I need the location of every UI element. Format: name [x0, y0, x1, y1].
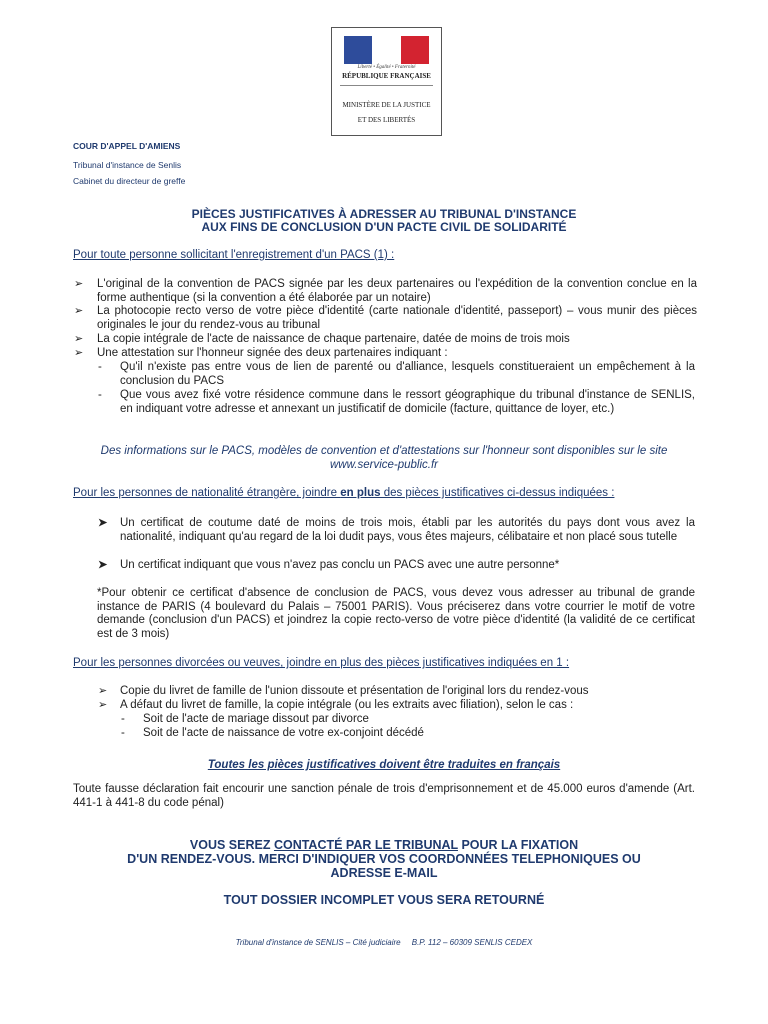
arrow-bullet-icon: ➤ — [98, 559, 108, 571]
list-item — [98, 517, 695, 544]
cabinet-name: Cabinet du directeur de greffe — [73, 176, 186, 186]
marianne-flag-icon — [344, 36, 429, 64]
translation-notice: Toutes les pièces justificatives doivent être traduites en français — [207, 759, 561, 771]
contact-post: POUR LA FIXATION — [457, 838, 579, 852]
bullet-text: L'original de la convention de PACS signée par les deux partenaires ou l'expédition de la convention conclue en la forme authentique (si la convention a été élaborée par un notaire) — [97, 278, 697, 304]
list-item — [98, 699, 695, 713]
list-item — [74, 347, 697, 361]
arrow-bullet-icon: ➢ — [74, 305, 84, 317]
list-item — [98, 559, 695, 573]
arrow-bullet-icon: ➤ — [98, 517, 108, 529]
section2-heading-pre: Pour les personnes de nationalité étrangère, joindre — [73, 487, 341, 499]
list-item — [121, 713, 695, 727]
tribunal-name: Tribunal d'instance de Senlis — [73, 160, 182, 170]
section2-heading-post: des pièces justificatives ci-dessus indiquées : — [380, 487, 615, 499]
translation-notice-wrap — [73, 755, 695, 773]
logo-ministry-line2: ET DES LIBERTÉS — [357, 116, 416, 124]
dash-bullet: - — [98, 389, 102, 401]
logo-motto: Liberté • Égalité • Fraternité — [357, 65, 416, 70]
list-item — [98, 389, 695, 416]
page-footer: Tribunal d'instance de SENLIS – Cité judiciaire B.P. 112 – 60309 SENLIS CEDEX — [235, 938, 533, 947]
dash-text: Que vous avez fixé votre résidence commune dans le ressort géographique du tribunal d'instance de SENLIS, en indiquant votre adresse et annexant un justificatif de domicile (facture, quittance de loyer, etc.) — [120, 389, 695, 415]
logo-divider — [340, 85, 433, 86]
section2-heading — [73, 487, 614, 499]
bullet-text: Un certificat indiquant que vous n'avez pas conclu un PACS avec une autre personne* — [120, 559, 560, 571]
dash-bullet: - — [121, 713, 125, 725]
dash-text: Soit de l'acte de mariage dissout par divorce — [143, 713, 369, 725]
ministry-logo — [331, 27, 442, 136]
court-name: COUR D'APPEL D'AMIENS — [73, 141, 181, 151]
info-note: Des informations sur le PACS, modèles de convention et d'attestations sur l'honneur sont disponibles sur le site www.service-public.fr — [100, 445, 668, 471]
contact-underlined: CONTACTÉ PAR LE TRIBUNAL — [273, 838, 458, 852]
arrow-bullet-icon: ➢ — [74, 333, 84, 345]
dash-bullet: - — [98, 361, 102, 373]
dash-text: Soit de l'acte de naissance de votre ex-conjoint décédé — [143, 727, 424, 739]
pacs-certificate-note: *Pour obtenir ce certificat d'absence de conclusion de PACS, vous devez vous adresser au tribunal de grande instance de PARIS (4 boulevard du Palais – 75001 PARIS). Vous préciserez dans votre courrier le motif de votre demande (conclusion d'un PACS) et joindrez la copie recto-verso de votre pièce d'identité (la validité de ce certificat est de 3 mois) — [97, 587, 695, 640]
contact-line2: D'UN RENDEZ-VOUS. MERCI D'INDIQUER VOS COORDONNÉES TELEPHONIQUES OU — [127, 852, 641, 866]
contact-line1 — [73, 838, 695, 852]
arrow-bullet-icon: ➢ — [98, 699, 108, 711]
bullet-text: Copie du livret de famille de l'union dissoute et présentation de l'original lors du rendez-vous — [120, 685, 589, 697]
list-item — [98, 685, 695, 699]
logo-republic: RÉPUBLIQUE FRANÇAISE — [342, 72, 431, 80]
bullet-text: La photocopie recto verso de votre pièce d'identité (carte nationale d'identité, passeport) – vous munir des pièces originales le jour du rendez-vous au tribunal — [97, 305, 697, 331]
contact-line3: ADRESSE E-MAIL — [330, 866, 438, 880]
dash-text: Qu'il n'existe pas entre vous de lien de parenté ou d'alliance, lesquels constitueraient un empêchement à la conclusion du PACS — [120, 361, 695, 387]
list-item — [121, 727, 695, 741]
arrow-bullet-icon: ➢ — [74, 347, 84, 359]
bullet-text: Un certificat de coutume daté de moins de trois mois, établi par les autorités du pays dont vous avez la nationalité, indiquant qu'au regard de la loi dudit pays, vous êtes majeurs, célibataire et non placé sous tutelle — [120, 517, 695, 543]
section2-heading-bold: en plus — [340, 487, 381, 499]
penalty-text: Toute fausse déclaration fait encourir une sanction pénale de trois d'emprisonnement et de 45.000 euros d'amende (Art. 441-1 à 441-8 du code pénal) — [73, 783, 695, 809]
list-item — [74, 333, 697, 347]
list-item — [74, 278, 697, 305]
arrow-bullet-icon: ➢ — [98, 685, 108, 697]
dash-bullet: - — [121, 727, 125, 739]
page-title-line1: PIÈCES JUSTIFICATIVES À ADRESSER AU TRIBUNAL D'INSTANCE — [191, 207, 577, 221]
section1-heading: Pour toute personne sollicitant l'enregistrement d'un PACS (1) : — [73, 249, 395, 261]
incomplete-warning: TOUT DOSSIER INCOMPLET VOUS SERA RETOURNÉ — [223, 893, 545, 907]
list-item — [74, 305, 697, 332]
bullet-text: Une attestation sur l'honneur signée des deux partenaires indiquant : — [97, 347, 448, 359]
page-title-line2: AUX FINS DE CONCLUSION D'UN PACTE CIVIL DE SOLIDARITÉ — [201, 220, 567, 234]
list-item — [98, 361, 695, 388]
logo-ministry-line1: MINISTÈRE DE LA JUSTICE — [342, 101, 431, 109]
contact-pre: VOUS SEREZ — [189, 838, 274, 852]
bullet-text: La copie intégrale de l'acte de naissance de chaque partenaire, datée de moins de trois mois — [97, 333, 570, 345]
section3-heading: Pour les personnes divorcées ou veuves, joindre en plus des pièces justificatives indiquées en 1 : — [73, 657, 570, 669]
bullet-text: A défaut du livret de famille, la copie intégrale (ou les extraits avec filiation), selon le cas : — [120, 699, 574, 711]
arrow-bullet-icon: ➢ — [74, 278, 84, 290]
